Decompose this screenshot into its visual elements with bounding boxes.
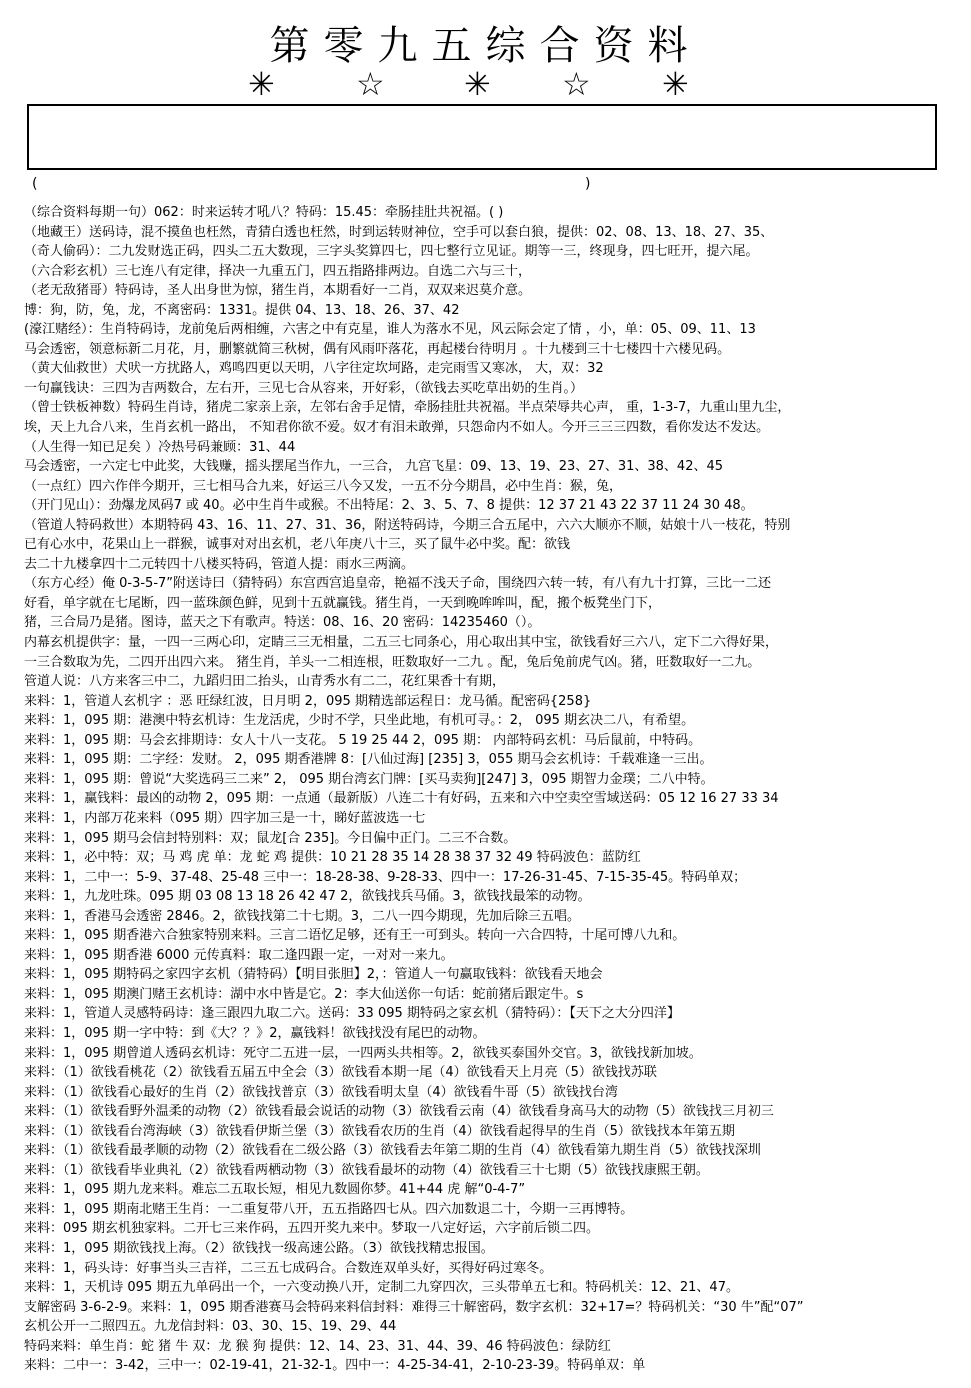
content-line: 来料：1，必中特：双；马 鸡 虎 单：龙 蛇 鸡 提供：10 21 28 35 14 28 38 37 32 49 特码波色：蓝防红: [24, 850, 641, 866]
content-line: （奇人偷码）：二九发财选正码，四头二五大数现，三字头奖算四七，四七整行立见证。期等一三，终现身，四七旺开，提六尾。: [24, 244, 759, 260]
content-line: 马会透密，一六定七中此奖，大钱赚，摇头摆尾当作九，一三合， 九宫飞星：09、13、19、23、27、31、38、42、45: [24, 459, 724, 475]
content-line: 来料：二中一：3-42，三中一：02-19-41，21-32-1。四中一：4-25-34-41，2-10-23-39。特码单双：单: [24, 1358, 646, 1374]
content-line: 来料：（1）欲钱看野外温柔的动物（2）欲钱看最会说话的动物（3）欲钱看云南（4）欲钱看身高马大的动物（5）欲钱找三月初三: [24, 1104, 774, 1120]
asterisk-icon: ✳: [464, 65, 491, 103]
content-line: (濠江赌经）：生肖特码诗，龙前兔后两相缠，六害之中有克星，谁人为落水不见，风云际会定了情 ，小，单：05、09、11、13: [24, 322, 756, 338]
content-line: 来料：1，095 期欲钱找上海。（2）欲钱找一级高速公路。（3）欲钱找精忠报国。: [24, 1240, 494, 1256]
content-line: 来料：（1）欲钱看桃花（2）欲钱看五届五中全会（3）欲钱看本期一尾（4）欲钱看天上月亮（5）欲钱找苏联: [24, 1065, 657, 1081]
content-line: 来料：1，095 期澳门赌王玄机诗：湖中水中皆是它。2：李大仙送你一句话：蛇前猪后跟定牛。s: [24, 986, 584, 1002]
content-line: （一点红）四六作伴今期开，三七相马合九来，好运三八今又发，一五不分今期昌，必中生肖：猴，兔，: [24, 478, 623, 494]
content-line: 埃，天上九合八来，生肖玄机一路出， 不知君你欲不爱。奴才有泪未敢弹，只怨命内不如人。今开三三三四数，看你发达不发达。: [24, 420, 770, 436]
content-line: （黄大仙救世）犬吠一方扰路人，鸡鸣四更以天明，八字往定坎坷路，走完雨雪又寒冰， 大，双：32: [24, 361, 604, 377]
content-line: 好看，单字就在七尾断，四一蓝珠颜色鲜，见到十五就赢钱。猪生肖，一天到晚哞哞叫，配，搬个板凳坐门下，: [24, 595, 662, 611]
content-line: （六合彩玄机）三七连八有定律，择决一九重五门，四五指路排两边。自选二六与三十，: [24, 263, 532, 279]
content-line: 支解密码 3-6-2-9。来料：1，095 期香港赛马会特码来料信封料：难得三十解密码，数字玄机：32+17=？特码机关：“30 牛”配“07”: [24, 1299, 804, 1315]
content-line: 来料：1，九龙吐珠。095 期 03 08 13 18 26 42 47 2，欲钱找兵马俑。3，欲钱找最笨的动物。: [24, 889, 591, 905]
content-line: 来料：（1）欲钱看台湾海峡（3）欲钱看伊斯兰堡（3）欲钱看农历的生肖（4）欲钱看起得早的生肖（5）欲钱找本年第五期: [24, 1123, 735, 1139]
empty-parenthesis-row: [32, 176, 632, 198]
star-icon: ☆: [562, 65, 591, 103]
content-line: 来料：1，天机诗 095 期五九单码出一个，一六变动换八开，定制二九穿四次，三头带单五七和。特码机关：12、21、47。: [24, 1280, 739, 1296]
content-line: 来料：1，码头诗：好事当头三吉祥，二三五七成码合。合数连双单头好，买得好码过寒冬。: [24, 1260, 553, 1276]
content-line: 去二十九楼拿四十二元转四十八楼买特码，管道人提：雨水三两滴。: [24, 556, 415, 572]
content-line: 来料：1，095 期南北赌王生肖：一二重复带八开，五五指路四七从。四六加数退二十，今期一三再博特。: [24, 1201, 634, 1217]
content-line: 管道人说：八方来客三中二，九蹈归田二抬头，山青秀水有二二，花红果香十有期，: [24, 674, 506, 690]
content-lines: [24, 203, 954, 1376]
page-title: 第零九五综合资料: [269, 23, 702, 69]
content-line: 一句赢钱诀：三四为吉两数合，左右开，三见七合从容来，开好彩，（欲钱去买吃草出奶的生肖。）: [24, 380, 584, 396]
content-line: 来料：（1）欲钱看最孝顺的动物（2）欲钱看在二级公路（3）欲钱看去年第二期的生肖（4）欲钱看第九期生肖（5）欲钱找深圳: [24, 1143, 761, 1159]
content-line: 博：狗，防，兔，龙，不离密码：1331。提供 04、13、18、26、37、42: [24, 302, 460, 318]
content-line: （老无敌猪哥）特码诗，圣人出身世为惊，猪生肖，本期看好一二肖，双双来迟莫介意。: [24, 283, 532, 299]
content-line: 一三合数取为先，二四开出四六来。 猪生肖，羊头一二相连根，旺数取好一二九 。配，兔后兔前虎气凶。猪，旺数取好一二九。: [24, 654, 761, 670]
content-line: 来料：1，095 期香港六合独家特别来料。三言二语忆足够，还有王一可到头。转向一六合四特，十尾可博八九和。: [24, 928, 686, 944]
content-line: （管道人特码救世）本期特码 43、16、11、27、31、36，附送特码诗，今期三合五尾中，六六大顺亦不顺，姑娘十八一枝花，特别: [24, 517, 791, 533]
content-line: 猪，三合局乃是猪。图诗，蓝天之下有歌声。特送：08、16、20 密码：14235460（）。: [24, 615, 541, 631]
content-line: （地藏王）送码诗，混不摸鱼也枉然，青猜白透也枉然，时到运转财神位，空手可以套白狼，提供：02、08、13、18、27、35、: [24, 224, 774, 240]
content-line: 来料：1，管道人灵感特码诗：逢三跟四九取二六。送码：33 095 期特码之家玄机（猜特码）：【天下之大分四洋】: [24, 1006, 680, 1022]
content-line: 来料：1，095 期：马会玄排期诗：女人十八一支花。 5 19 25 44 2，095 期： 内部特码玄机：马后鼠前，中特码。: [24, 732, 702, 748]
content-line: 来料：1，赢钱料：最凶的动物 2，095 期：一点通（最新版）八连二十有好码，五来和六中空卖空雪域送码：05 12 16 27 33 34: [24, 791, 779, 807]
content-line: 来料：1，内部万花来料（095 期）四字加三是一十，睇好蓝波选一七: [24, 810, 426, 826]
content-line: 来料：1，095 期：曾说“大奖选码三二来” 2， 095 期台湾玄门牌：[买马卖狗][247] 3，095 期智力金璞；二八中特。: [24, 771, 714, 787]
content-line: 来料：1，095 期一字中特：到《大？？》2，赢钱料！欲钱找没有尾巴的动物。: [24, 1025, 486, 1041]
content-line: 马会透密，领意标新二月花，月，删繁就简三秋树，偶有风雨吓落花，再起楼台待明月 。十九楼到三十七楼四十六楼见码。: [24, 341, 731, 357]
content-line: （开门见山）：劲爆龙凤码7 或 40。必中生肖牛或猴。不出特尾：2、3、5、7、8 提供：12 37 21 43 22 37 11 24 30 48。: [24, 498, 754, 514]
content-line: （人生得一知已足矣 ）冷热号码兼顾：31、44: [24, 439, 296, 455]
asterisk-icon: ✳: [662, 65, 689, 103]
content-line: 来料：1，095 期特码之家四字玄机（猜特码）【明目张胆】2，：管道人一句赢取钱料：欲钱看天地会: [24, 967, 603, 983]
content-line: 来料：（1）欲钱看心最好的生肖（2）欲钱找普京（3）欲钱看明太皇（4）欲钱看牛哥（5）欲钱找台湾: [24, 1084, 618, 1100]
star-icon: ☆: [356, 65, 385, 103]
asterisk-icon: ✳: [248, 65, 275, 103]
content-line: （曾士铁板神数）特码生肖诗，猪虎二家亲上亲，左邻右舍手足情，牵肠挂肚共祝福。半点荣辱共心声， 重，1-3-7，九重山里九尘，: [24, 400, 791, 416]
content-line: 来料：（1）欲钱看毕业典礼（2）欲钱看两栖动物（3）欲钱看最坏的动物（4）欲钱看三十七期（5）欲钱找康熙王朝。: [24, 1162, 709, 1178]
content-line: 来料：1，管道人玄机字 ：恶 旺绿红波，日月明 2，095 期精选部运程日：龙马循。配密码{258}: [24, 693, 592, 709]
content-line: （综合资料每期一句）062：时来运转才吼八？特码：15.45：牵肠挂肚共祝福。( ): [24, 205, 504, 220]
content-line: 玄机公开一二照四五。九龙信封料：03、30、15、19、29、44: [24, 1319, 397, 1335]
content-line: 来料：1，095 期：二字经：发财。 2，095 期香港牌 8：[八仙过海] [235] 3，055 期马会玄机诗：千载难逢一三出。: [24, 752, 713, 768]
open-paren: (: [32, 176, 38, 192]
content-line: 来料：1，095 期马会信封特别料：双；鼠龙[合 235]。今日偏中正门。二三不合数。: [24, 830, 517, 846]
content-line: 来料：1，二中一：5-9、37-48、25-48 三中一：18-28-38、9-28-33、四中一：17-26-31-45、7-15-35-45。特码单双；: [24, 869, 747, 885]
content-line: 来料：1，香港马会透密 2846。2，欲钱找第二十七期。3，二八一四今期现，先加后除三五唱。: [24, 908, 581, 924]
blank-notice-box: [27, 104, 937, 170]
content-line: （东方心经）俺 0-3-5-7”附送诗曰（猜特码）东宫西宫追皇帝，艳福不浅天子命，围绕四六转一转，有八有九十打算，三比一二还: [24, 576, 772, 592]
content-line: 来料：1，095 期：港澳中特玄机诗：生龙活虎，少时不学，只坐此地，有机可寻。：2， 095 期玄决二八，有希望。: [24, 713, 695, 729]
content-line: 内幕玄机提供字：量，一四一三两心印，定睛三三无相量，二五三七同条心，用心取出其中宝，欲钱看好三六八，定下二六得好果，: [24, 635, 779, 651]
content-line: 来料：1，095 期九龙来料。难忘二五取长短，相见九数圆你梦。41+44 虎 解“0-4-7”: [24, 1182, 526, 1198]
star-decoration-row: [238, 66, 718, 102]
content-line: 来料：095 期玄机独家料。二开七三来作码，五四开奖九来中。梦取一八定好运，六字前后锁二四。: [24, 1221, 599, 1237]
content-line: 来料：1，095 期香港 6000 元传真料：取二逢四跟一定，一对对一来九。: [24, 947, 454, 963]
content-line: 特码来料：单生肖：蛇 猪 牛 双：龙 猴 狗 提供：12、14、23、31、44、39、46 特码波色：绿防红: [24, 1338, 611, 1354]
content-line: 已有心水中，花果山上一群猴，诚事对对出玄机，老八年庚八十三，买了鼠牛必中奖。配：欲钱: [24, 537, 571, 553]
close-paren: ): [585, 176, 591, 192]
content-line: 来料：1，095 期曾道人透码玄机诗：死守二五进一层，一四两头共相等。2，欲钱买泰国外交官。3，欲钱找新加坡。: [24, 1045, 702, 1061]
